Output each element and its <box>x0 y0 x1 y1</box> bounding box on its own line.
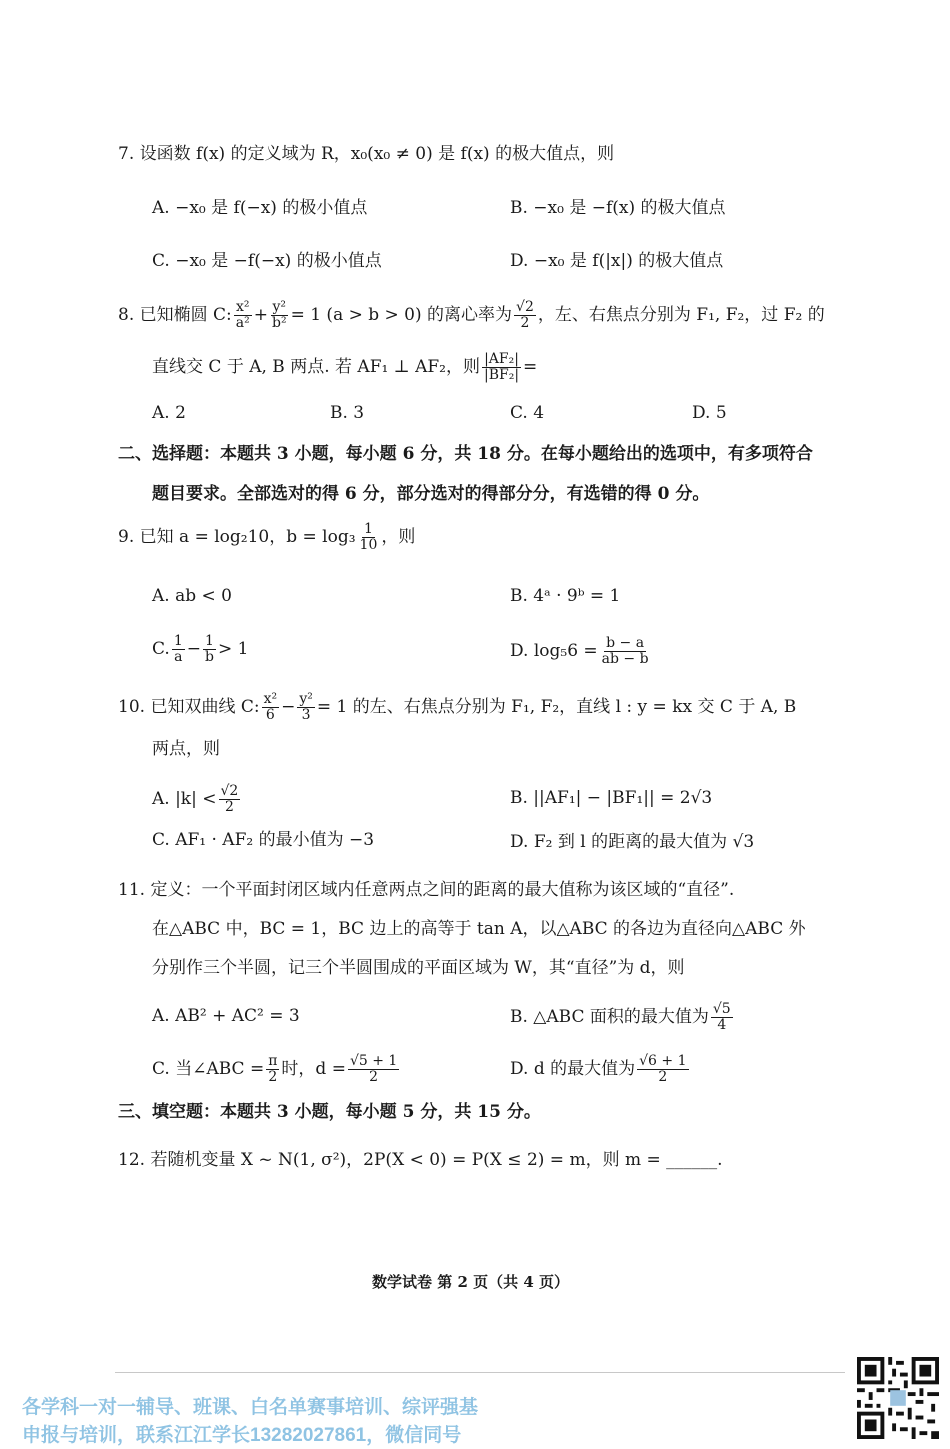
q8-equals: = <box>523 357 538 377</box>
q9-c-f1-numerator: 1 <box>173 633 183 649</box>
q10-stem-text-1: 10. 已知双曲线 C: <box>118 697 260 717</box>
q9-option-d <box>510 636 653 667</box>
q10-option-b: B. ||AF₁| − |BF₁|| = 2√3 <box>510 788 713 808</box>
q11-option-a: A. AB² + AC² = 3 <box>152 1006 300 1026</box>
q11-c-fraction-2 <box>348 1054 399 1085</box>
q11-c-label: C. 当∠ABC = <box>152 1059 265 1079</box>
q8-option-b: B. 3 <box>330 403 365 423</box>
q8-option-a: A. 2 <box>152 403 186 423</box>
q11-stem-line3: 分别作三个半圆，记三个半圆围成的平面区域为 W，其“直径”为 d，则 <box>152 958 685 978</box>
q8-frac1-denominator: a² <box>235 315 250 331</box>
q8-frac3-denominator: 2 <box>520 315 530 331</box>
q11-option-c <box>152 1054 401 1085</box>
q11-stem-line2: 在△ABC 中，BC = 1，BC 边上的高等于 tan A，以△ABC 的各边为直径向△ABC 外 <box>152 919 806 939</box>
q8-plus: + <box>253 305 268 325</box>
q9-frac-numerator: 1 <box>363 521 373 537</box>
q12-stem: 12. 若随机变量 X ~ N(1, σ²)，2P(X < 0) = P(X ≤ 2) = m，则 m = ______. <box>118 1150 723 1170</box>
q10-a-label: A. |k| < <box>152 789 217 809</box>
q9-d-label: D. log₅6 = <box>510 641 598 661</box>
q9-c-f1-denominator: a <box>174 649 183 665</box>
q10-a-denominator: 2 <box>224 799 234 815</box>
q11-d-numerator: √6 + 1 <box>639 1053 687 1069</box>
q9-c-fraction-1 <box>172 634 185 665</box>
q8-fraction-y2-b2 <box>270 300 289 331</box>
q10-a-fraction <box>219 784 241 815</box>
q9-c-f2-denominator: b <box>204 649 214 665</box>
q9-option-a: A. ab < 0 <box>152 586 232 606</box>
q11-c-fraction-1 <box>266 1054 279 1085</box>
q11-d-label: D. d 的最大值为 <box>510 1059 636 1079</box>
q10-option-d: D. F₂ 到 l 的距离的最大值为 √3 <box>510 832 755 852</box>
q10-a-numerator: √2 <box>220 783 239 799</box>
qr-code-icon <box>857 1357 939 1439</box>
q11-b-denominator: 4 <box>717 1017 727 1033</box>
q10-f2-denominator: 3 <box>301 707 311 723</box>
q11-c-mid: 时，d = <box>281 1059 346 1079</box>
q9-c-fraction-2 <box>203 634 216 665</box>
q11-c-f2-denominator: 2 <box>369 1069 379 1085</box>
section-2-heading-line2: 题目要求。全部选对的得 6 分，部分选对的得部分分，有选错的得 0 分。 <box>152 484 710 504</box>
q8-stem-text-3: ，左、右焦点分别为 F₁, F₂，过 F₂ 的 <box>537 305 825 325</box>
q9-c-f2-numerator: 1 <box>205 633 214 649</box>
q10-fraction-1 <box>262 692 280 723</box>
q7-stem: 7. 设函数 f(x) 的定义域为 R，x₀(x₀ ≠ 0) 是 f(x) 的极大值点，则 <box>118 144 615 164</box>
q11-d-denominator: 2 <box>658 1069 668 1085</box>
q8-fraction-eccentricity <box>514 300 536 331</box>
section-3-heading: 三、填空题：本题共 3 小题，每小题 5 分，共 15 分。 <box>118 1102 541 1122</box>
q9-stem-text-2: ，则 <box>381 527 416 547</box>
q8-stem-line2 <box>152 352 537 383</box>
q9-option-b: B. 4ᵃ · 9ᵇ = 1 <box>510 586 621 606</box>
q10-stem <box>118 692 796 723</box>
q9-d-fraction <box>600 636 651 667</box>
q10-f2-numerator: y² <box>299 691 313 707</box>
q8-stem-text-1: 8. 已知椭圆 C: <box>118 305 232 325</box>
q11-b-numerator: √5 <box>712 1001 731 1017</box>
q8-frac2-denominator: b² <box>271 315 287 331</box>
q8-frac1-numerator: x² <box>235 299 250 315</box>
q9-fraction <box>358 522 380 553</box>
q9-option-c <box>152 634 248 665</box>
q8-stem-text-2: = 1 (a > b > 0) 的离心率为 <box>290 305 513 325</box>
q9-d-numerator: b − a <box>606 635 645 651</box>
q8-frac4-numerator: |AF₂| <box>484 351 519 367</box>
q11-option-b <box>510 1002 735 1033</box>
q11-c-f1-numerator: π <box>268 1053 278 1069</box>
promo-line-2: 申报与培训，联系江江学长13282027861，微信同号 <box>22 1425 462 1446</box>
promo-line-1: 各学科一对一辅导、班课、白名单赛事培训、综评强基 <box>22 1397 479 1418</box>
q8-option-d: D. 5 <box>692 403 727 423</box>
q11-b-fraction <box>711 1002 733 1033</box>
q9-stem <box>118 522 415 553</box>
q7-option-b: B. −x₀ 是 −f(x) 的极大值点 <box>510 198 726 218</box>
q11-c-f2-numerator: √5 + 1 <box>349 1053 398 1069</box>
q8-frac3-numerator: √2 <box>516 299 534 315</box>
q9-d-denominator: ab − b <box>601 651 649 667</box>
q7-option-d: D. −x₀ 是 f(|x|) 的极大值点 <box>510 251 724 271</box>
q8-option-c: C. 4 <box>510 403 545 423</box>
q10-fraction-2 <box>297 692 315 723</box>
q9-frac-denominator: 10 <box>359 537 378 553</box>
q10-stem-text-2: = 1 的左、右焦点分别为 F₁, F₂，直线 l : y = kx 交 C 于 A, B <box>316 697 797 717</box>
q10-f1-denominator: 6 <box>265 707 275 723</box>
q9-stem-text-1: 9. 已知 a = log₂10，b = log₃ <box>118 527 356 547</box>
q7-option-c: C. −x₀ 是 −f(−x) 的极小值点 <box>152 251 382 271</box>
q11-b-label: B. △ABC 面积的最大值为 <box>510 1007 709 1027</box>
q10-stem-line2: 两点，则 <box>152 739 220 759</box>
q10-f1-numerator: x² <box>263 691 278 707</box>
q11-stem-line1: 11. 定义：一个平面封闭区域内任意两点之间的距离的最大值称为该区域的“直径”. <box>118 880 735 900</box>
q8-fraction-x2-a2 <box>234 300 252 331</box>
q8-stem <box>118 300 825 331</box>
q11-d-fraction <box>637 1054 688 1085</box>
section-2-heading: 二、选择题：本题共 3 小题，每小题 6 分，共 18 分。在每小题给出的选项中，有多项符合 <box>118 444 813 464</box>
q9-c-label: C. <box>152 639 170 659</box>
q8-line2-text: 直线交 C 于 A, B 两点. 若 AF₁ ⊥ AF₂，则 <box>152 357 480 377</box>
page-number-label: 数学试卷 第 2 页（共 4 页） <box>372 1273 569 1291</box>
footer-divider <box>115 1372 845 1373</box>
q8-frac4-denominator: |BF₂| <box>483 367 520 383</box>
q9-c-minus: − <box>186 639 201 659</box>
q10-option-c: C. AF₁ · AF₂ 的最小值为 −3 <box>152 830 375 850</box>
q7-option-a: A. −x₀ 是 f(−x) 的极小值点 <box>152 198 368 218</box>
q10-minus: − <box>281 697 296 717</box>
q10-option-a <box>152 784 242 815</box>
q9-c-tail: > 1 <box>217 639 249 659</box>
q11-c-f1-denominator: 2 <box>268 1069 278 1085</box>
q11-option-d <box>510 1054 691 1085</box>
q8-fraction-ratio <box>482 352 521 383</box>
q8-frac2-numerator: y² <box>272 299 287 315</box>
